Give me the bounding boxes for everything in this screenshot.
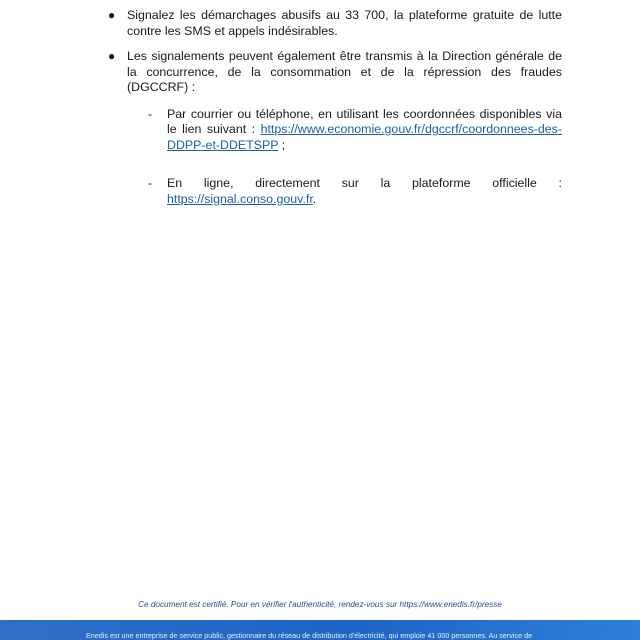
dash-icon: - <box>148 106 153 121</box>
footer-band <box>0 620 640 640</box>
bullet-text: Les signalements peuvent également être transmis à la Direction générale de la concurrence, de la consommation et de la répression des fraudes (DGCCRF) : <box>127 49 562 94</box>
sub-item-en-ligne <box>127 176 562 207</box>
signal-conso-link[interactable]: https://signal.conso.gouv.fr <box>167 191 313 206</box>
sub-item-text: En ligne, directement sur la plateforme officielle : <box>167 176 562 190</box>
bullet-list <box>104 8 562 217</box>
certification-note: Ce document est certifié. Pour en vérifier l'authenticité, rendez-vous sur https://www.enedis.fr/presse <box>138 600 502 609</box>
sub-item-suffix: . <box>312 191 317 206</box>
bullet-item-33700 <box>104 8 562 39</box>
bullet-dot-icon: ● <box>108 49 116 63</box>
dash-icon: - <box>148 176 153 190</box>
bullet-dot-icon: ● <box>108 8 116 22</box>
sub-item-suffix: ; <box>278 137 286 152</box>
footer-text: Enedis est une entreprise de service public, gestionnaire du réseau de distribution d'électricité, qui emploie 41 000 personnes. Au service de <box>86 631 533 640</box>
bullet-text: Signalez les démarchages abusifs au 33 700, la plateforme gratuite de lutte contre les SMS et appels indésirables. <box>127 8 562 38</box>
sub-item-text: Par courrier ou téléphone, en utilisant les coordonnées disponibles via le lien suivant : <box>167 106 562 136</box>
sub-item-courrier <box>127 107 562 154</box>
sub-list <box>127 107 562 208</box>
bullet-item-dgccrf <box>104 49 562 207</box>
dgccrf-coordinates-link[interactable]: https://www.economie.gouv.fr/dgccrf/coordonnees-des-DDPP-et-DDETSPP <box>167 122 562 152</box>
